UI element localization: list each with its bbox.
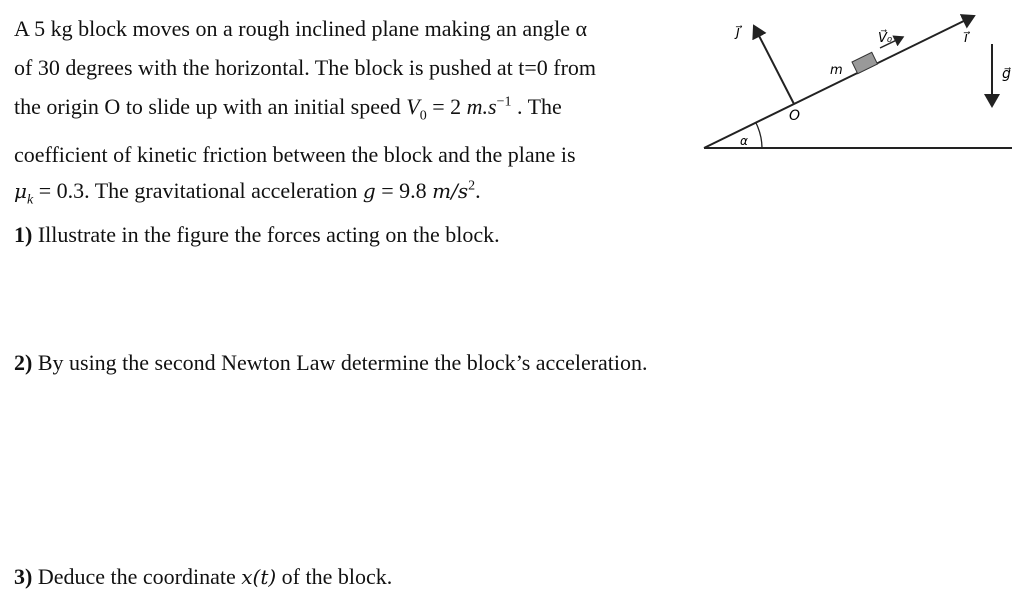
question-1-number: 1): [14, 222, 33, 247]
problem-line-3-start: the origin O to slide up with an initial speed: [14, 94, 407, 119]
question-2-text: By using the second Newton Law determine the block’s acceleration.: [32, 350, 648, 375]
label-g: g⃗: [1002, 66, 1011, 82]
mu-subscript: k: [27, 192, 34, 208]
label-origin: O: [789, 108, 801, 124]
v0-equals: = 2: [426, 94, 467, 119]
incline-figure: [700, 8, 1016, 158]
label-v0: V⃗₀: [878, 31, 893, 46]
question-2: [14, 350, 648, 376]
problem-line-3: [14, 94, 562, 124]
label-m: m: [830, 63, 843, 78]
mu-value: = 0.3. The gravitational acceleration: [33, 178, 363, 203]
v0-subscript: 0: [419, 108, 427, 124]
question-1-text: Illustrate in the figure the forces acting on the block.: [32, 222, 500, 247]
problem-line-3-end: . The: [511, 94, 562, 119]
question-3: [14, 564, 392, 590]
problem-line-1: A 5 kg block moves on a rough inclined plane making an angle α: [14, 16, 588, 41]
question-2-number: 2): [14, 350, 33, 375]
v0-unit: m.s: [466, 94, 497, 119]
question-3-math: x(t): [241, 565, 277, 589]
label-i: i⃗: [964, 30, 968, 46]
g-value: = 9.8: [375, 178, 433, 203]
problem-line-4: coefficient of kinetic friction between the block and the plane is: [14, 142, 576, 167]
j-axis: [754, 26, 794, 104]
problem-line-2: of 30 degrees with the horizontal. The block is pushed at t=0 from: [14, 55, 597, 80]
g-symbol: g: [362, 179, 376, 203]
g-end: .: [475, 178, 481, 203]
g-exponent: 2: [468, 178, 476, 194]
question-3-text: Deduce the coordinate: [32, 564, 242, 589]
v0-symbol: V: [406, 94, 420, 119]
label-j: j⃗: [736, 24, 740, 40]
v0-exponent: −1: [496, 94, 512, 110]
label-alpha: α: [740, 134, 748, 148]
question-3-number: 3): [14, 564, 33, 589]
question-1: [14, 222, 500, 248]
mu-symbol: μ: [14, 179, 27, 203]
angle-arc: [756, 123, 762, 148]
question-3-end: of the block.: [276, 564, 393, 589]
g-unit: m/s: [432, 179, 469, 203]
block: [852, 52, 877, 73]
problem-line-5: [14, 178, 481, 208]
incline-i-axis: [704, 16, 974, 148]
